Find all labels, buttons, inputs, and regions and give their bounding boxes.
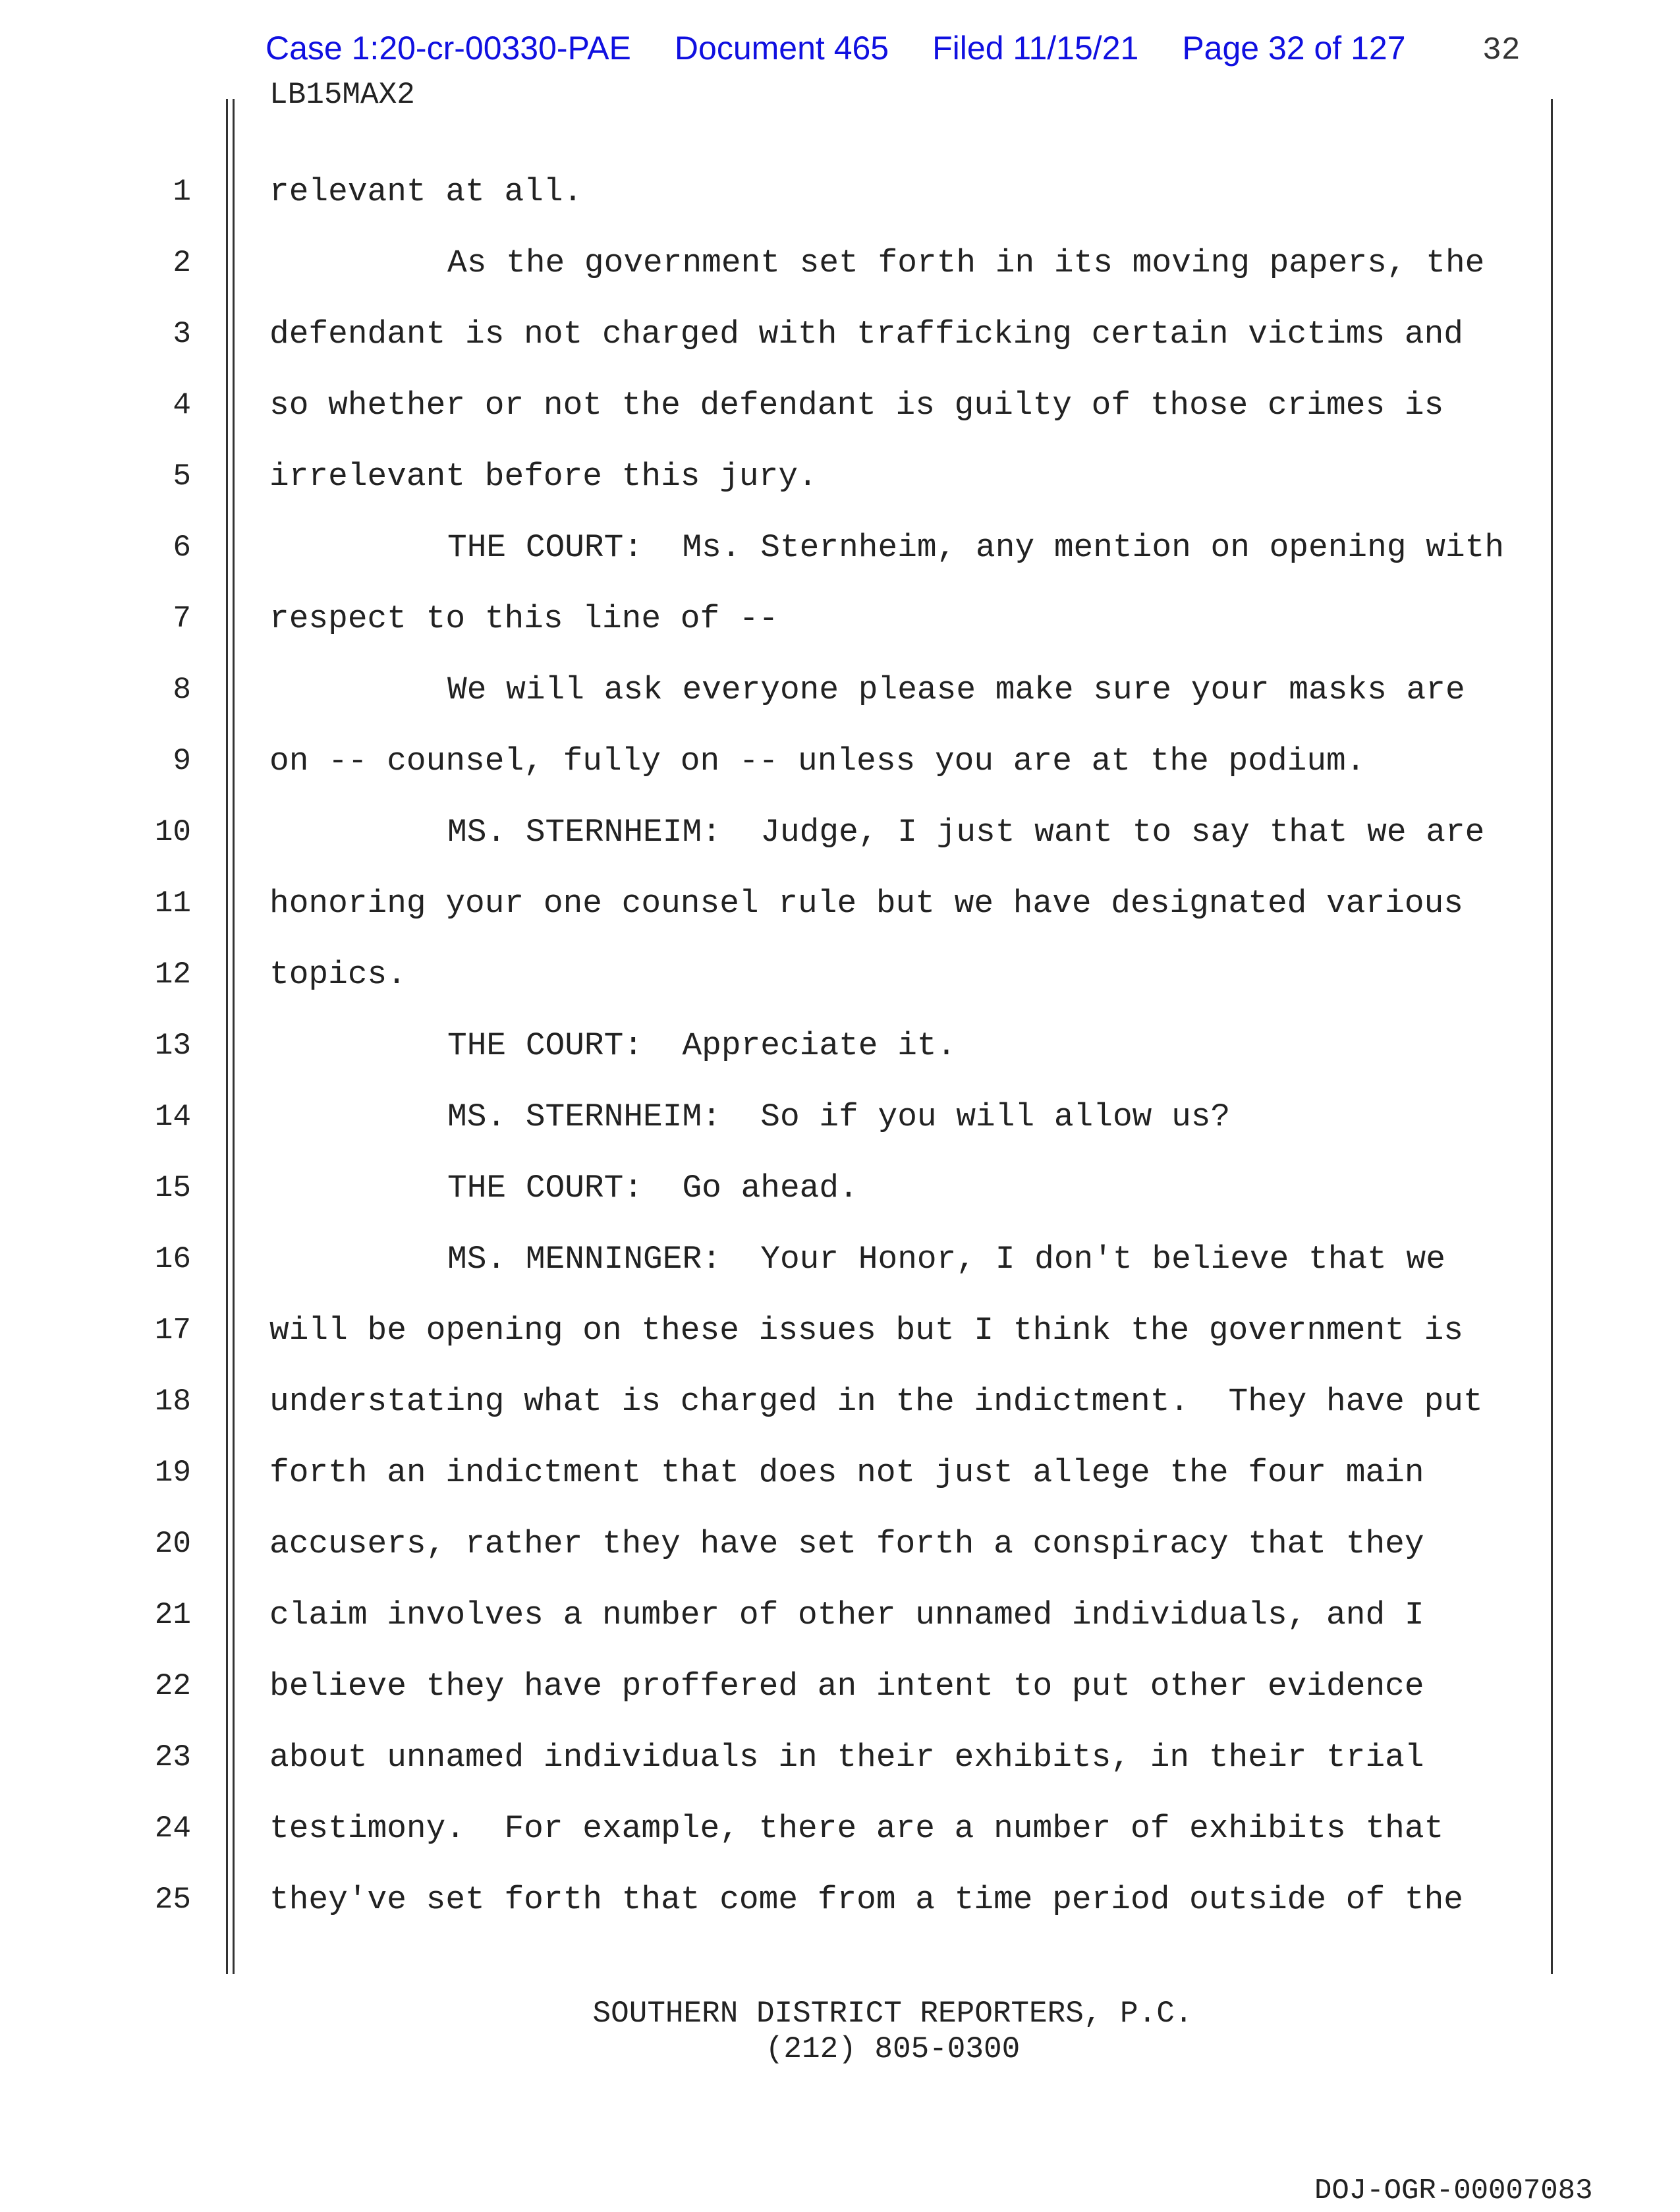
line-number: 11 bbox=[154, 886, 191, 921]
line-number: 17 bbox=[154, 1313, 191, 1347]
case-header bbox=[266, 29, 1449, 67]
page-of: Page 32 of 127 bbox=[1182, 30, 1406, 67]
transcript-line: THE COURT: Ms. Sternheim, any mention on opening with bbox=[447, 529, 1505, 566]
line-number: 3 bbox=[173, 317, 191, 351]
right-margin-rule bbox=[1551, 99, 1553, 1974]
line-number: 19 bbox=[154, 1456, 191, 1490]
transcript-line: forth an indictment that does not just allege the four main bbox=[269, 1454, 1424, 1491]
case-number: Case 1:20-cr-00330-PAE bbox=[266, 30, 631, 67]
transcript-line: about unnamed individuals in their exhibits, in their trial bbox=[269, 1739, 1424, 1776]
line-number: 6 bbox=[173, 530, 191, 565]
page-number: 32 bbox=[1482, 33, 1521, 69]
transcript-line: defendant is not charged with trafficking certain victims and bbox=[269, 316, 1463, 353]
transcript-line: accusers, rather they have set forth a conspiracy that they bbox=[269, 1525, 1424, 1562]
line-number: 10 bbox=[154, 815, 191, 849]
line-number: 2 bbox=[173, 246, 191, 280]
line-number: 16 bbox=[154, 1242, 191, 1276]
document-number: Document 465 bbox=[674, 30, 889, 67]
line-number: 1 bbox=[173, 175, 191, 209]
left-margin-rule-inner bbox=[233, 99, 235, 1974]
transcript-line: understating what is charged in the indictment. They have put bbox=[269, 1383, 1483, 1420]
transcript-line: MS. STERNHEIM: So if you will allow us? bbox=[447, 1098, 1231, 1135]
transcript-line: relevant at all. bbox=[269, 173, 583, 210]
transcript-line: THE COURT: Appreciate it. bbox=[447, 1027, 957, 1064]
transcript-line: THE COURT: Go ahead. bbox=[447, 1170, 858, 1206]
line-number: 12 bbox=[154, 957, 191, 992]
bates-number: DOJ-OGR-00007083 bbox=[1314, 2174, 1593, 2207]
transcript-line: As the government set forth in its moving papers, the bbox=[447, 244, 1485, 281]
line-number: 5 bbox=[173, 459, 191, 494]
reporter-name: SOUTHERN DISTRICT REPORTERS, P.C. bbox=[592, 1997, 1193, 2031]
transcript-line: will be opening on these issues but I think the government is bbox=[269, 1312, 1463, 1349]
line-number: 24 bbox=[154, 1811, 191, 1846]
transcript-line: topics. bbox=[269, 956, 406, 993]
line-number: 8 bbox=[173, 673, 191, 707]
transcript-line: they've set forth that come from a time period outside of the bbox=[269, 1881, 1463, 1918]
transcript-line: claim involves a number of other unnamed individuals, and I bbox=[269, 1597, 1424, 1633]
transcript-line: on -- counsel, fully on -- unless you are at the podium. bbox=[269, 743, 1366, 780]
transcript-line: believe they have proffered an intent to put other evidence bbox=[269, 1668, 1424, 1705]
line-number: 18 bbox=[154, 1384, 191, 1419]
transcript-code: LB15MAX2 bbox=[269, 78, 415, 112]
line-number: 20 bbox=[154, 1527, 191, 1561]
line-number: 9 bbox=[173, 744, 191, 778]
line-number: 7 bbox=[173, 602, 191, 636]
transcript-line: irrelevant before this jury. bbox=[269, 458, 818, 495]
transcript-line: honoring your one counsel rule but we have designated various bbox=[269, 885, 1463, 922]
transcript-line: MS. MENNINGER: Your Honor, I don't believe that we bbox=[447, 1241, 1445, 1278]
reporter-phone: (212) 805-0300 bbox=[765, 2032, 1021, 2066]
line-number: 15 bbox=[154, 1171, 191, 1205]
line-number: 22 bbox=[154, 1669, 191, 1703]
left-margin-rule bbox=[226, 99, 228, 1974]
line-number: 4 bbox=[173, 388, 191, 422]
line-number: 13 bbox=[154, 1029, 191, 1063]
transcript-line: MS. STERNHEIM: Judge, I just want to say that we are bbox=[447, 814, 1485, 851]
line-number: 23 bbox=[154, 1740, 191, 1774]
transcript-line: We will ask everyone please make sure your masks are bbox=[447, 671, 1465, 708]
transcript-line: respect to this line of -- bbox=[269, 600, 779, 637]
transcript-line: testimony. For example, there are a number of exhibits that bbox=[269, 1810, 1444, 1847]
filed-date: Filed 11/15/21 bbox=[932, 30, 1139, 67]
line-number: 21 bbox=[154, 1598, 191, 1632]
line-number: 25 bbox=[154, 1883, 191, 1917]
line-number: 14 bbox=[154, 1100, 191, 1134]
transcript-line: so whether or not the defendant is guilty of those crimes is bbox=[269, 387, 1444, 424]
